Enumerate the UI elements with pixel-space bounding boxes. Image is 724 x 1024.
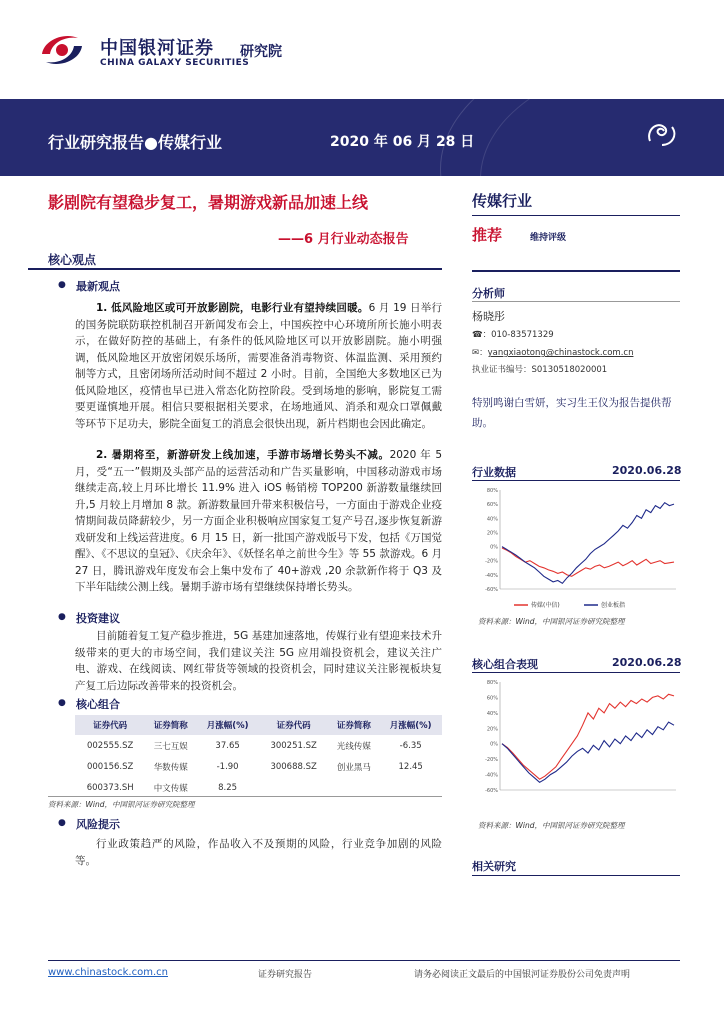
report-date: 2020 年 06 月 28 日 [330,134,475,150]
section-divider [28,268,442,270]
investment-advice-heading: 投资建议 [76,612,120,625]
sidebar-divider [472,215,680,216]
table-header-row [75,715,442,735]
paragraph-2-body: 2020 年 5 月，受“五一”假期及头部产品的运营活动和广告买量影响，中国移动游戏市场继续走高,较上月环比增长 11.9% 进入 iOS 畅销榜 TOP200 新游数量继续回升,5 月较上月增加 8 款。新游数量回升带来积极信号，一方面由于游戏企业疫情期间裁员降薪较少，另一方面企业积极响应国家复工复产号召,逐步恢复新游戏研发和上线运营进度。6 月 15 日，新一批国产游戏版号下发，包括《万国觉醒》、《不思议的皇冠》、《庆余年》、《妖怪名单之前世今生》等 55 款游戏。6 月 27 日，腾讯游戏年度发布会上集中发布了 40+游戏 ,20 余款新作将于 Q3 及下半年陆续公测上线。暑期手游市场有望继续保持增长势头。 [75,449,442,593]
table-divider [48,796,442,797]
portfolio-table [75,715,442,798]
y-tick-label: 60% [486,502,498,509]
band-decoration-2 [480,99,724,176]
bullet-icon: ● [58,698,66,708]
table-row [75,777,442,798]
rating-note: 维持评级 [530,233,567,243]
series-line [502,722,674,782]
portfolio-heading: 核心组合表现 [472,658,538,671]
y-tick-label: -20% [485,757,498,764]
bullet-icon: ● [58,612,66,622]
legend-label: 创业板指 [601,602,626,609]
table-cell [259,777,328,798]
related-research-heading: 相关研究 [472,860,516,873]
y-tick-label: 20% [486,530,498,537]
sidebar-divider [472,672,680,673]
mail-icon: ✉： [472,348,488,358]
y-tick-label: -40% [485,572,498,579]
risk-heading: 风险提示 [76,818,120,831]
table-cell: 002555.SZ [86,740,134,751]
table-cell: 600373.SH [86,782,134,793]
sidebar-divider [472,301,680,302]
y-tick-label: 80% [486,488,498,494]
industry-chart [474,486,680,611]
paragraph-3: 目前随着复工复产稳步推进，5G 基建加速落地，传媒行业有望迎来技术升级带来的更大的市场空间，我们建议关注 5G 应用端投资机会，建议关注广电、游戏、在线阅读、网红带货等领域的投资机会，同时建议关注影视板块复产复工后边际改善带来的投资机会。 [75,630,442,692]
y-tick-label: 0% [490,544,498,551]
chart-source: 资料来源：Wind，中国银河证券研究院整理 [478,821,625,830]
rating-label: 推荐 [472,226,503,244]
y-tick-label: 20% [486,726,498,733]
table-cell [328,777,379,798]
col-header: 证券代码 [259,715,328,735]
series-line [502,694,674,779]
sidebar-divider [472,270,680,272]
table-source: 资料来源：Wind，中国银河证券研究院整理 [48,800,195,809]
table-cell: 300688.SZ [270,761,317,772]
footer-link[interactable]: www.chinastock.com.cn [48,967,168,978]
col-header: 证券简称 [328,715,379,735]
table-cell: 创业黑马 [336,762,371,773]
table-cell: 37.65 [215,740,240,751]
series-line [502,503,674,584]
industry-data-date: 2020.06.28 [612,464,682,477]
analyst-email-row [472,346,633,358]
y-tick-label: 40% [486,710,498,717]
table-cell: 华数传媒 [153,762,188,773]
y-tick-label: -20% [485,558,498,565]
table-cell: -1.90 [216,761,239,772]
footer-disclaimer: 请务必阅读正文最后的中国银河证券股份公司免责声明 [414,970,631,980]
core-view-heading: 核心观点 [48,253,97,267]
y-tick-label: -60% [485,788,498,794]
analyst-phone: ☎：010-83571329 [472,330,554,340]
table-cell: 中文传媒 [153,783,188,794]
analyst-heading: 分析师 [472,287,505,300]
paragraph-1-body: 6 月 19 日举行的国务院联防联控机制召开新闻发布会上，中国疾控中心环境所所长施小明表示，在做好防控的基础上，有条件的低风险地区可以开放影剧院。施小明强调，低风险地区开放密闭娱乐场所，需要准备消毒物资、体温监测、采用预约制等方式，且密闭场所活动时间不超过 2 小时。目前，全国绝大多数地区已为低风险地区，疫情也早已进入常态化防控阶段。受到场地的影响，影院复工需要更谨慎地开展。相信只要根据相关要求，在场地通风、消杀和观众口罩佩戴等环节下足功夫，影院全面复工的消息会很快出现，新片档期也会因此确定。 [75,302,442,430]
report-type: 行业研究报告●传媒行业 [48,133,222,152]
legend-label: 传媒(中信) [531,602,560,609]
table-cell: 12.45 [398,761,423,772]
industry-data-heading: 行业数据 [472,466,516,479]
y-tick-label: 40% [486,516,498,523]
logo-text-cn: 中国银河证券 [100,38,214,59]
y-tick-label: 0% [490,741,498,748]
report-title: 影剧院有望稳步复工，暑期游戏新品加速上线 [48,193,369,212]
table-cell: 三七互娱 [153,741,188,752]
table-cell: 000156.SZ [86,761,134,772]
analyst-name: 杨晓彤 [472,310,505,323]
acknowledgement: 特别鸣谢白雪妍，实习生王仪为报告提供帮助。 [472,397,672,429]
table-row [75,756,442,777]
table-cell: 光线传媒 [336,741,371,752]
table-cell: 300251.SZ [270,740,317,751]
y-tick-label: -60% [485,587,498,593]
latest-view-heading: 最新观点 [76,280,120,293]
paragraph-1 [75,300,442,432]
table-cell: 8.25 [218,782,238,793]
col-header: 月涨幅(%) [196,715,259,735]
institute-label: 研究院 [240,44,282,60]
analyst-license: 执业证书编号：S0130518020001 [472,365,608,375]
analyst-email[interactable]: yangxiaotong@chinastock.com.cn [487,348,634,358]
footer-label: 证券研究报告 [258,970,313,980]
cloud-ornament-icon [642,111,682,151]
series-line [502,548,674,576]
paragraph-4: 行业政策趋严的风险，作品收入不及预期的风险，行业竞争加剧的风险等。 [75,838,442,867]
industry-name: 传媒行业 [472,192,533,210]
table-row [75,735,442,756]
chart-source: 资料来源：Wind，中国银河证券研究院整理 [478,617,625,626]
sidebar-divider [472,875,680,876]
y-tick-label: -40% [485,772,498,779]
bullet-icon: ● [58,280,66,290]
portfolio-date: 2020.06.28 [612,656,682,669]
table-cell: -6.35 [399,740,422,751]
logo-text-en: CHINA GALAXY SECURITIES [100,58,250,68]
report-subtitle: ——6 月行业动态报告 [278,232,409,247]
y-tick-label: 80% [486,680,498,686]
paragraph-2 [75,447,442,596]
core-portfolio-heading: 核心组合 [76,698,120,711]
table-cell [379,777,442,798]
sidebar-divider [472,480,680,481]
paragraph-1-lead: 1. 低风险地区或可开放影剧院，电影行业有望持续回暖。 [96,302,369,314]
paragraph-2-lead: 2. 暑期将至，新游研发上线加速，手游市场增长势头不减。 [96,449,390,461]
footer-divider [48,960,680,961]
col-header: 证券代码 [75,715,145,735]
galaxy-logo-icon [34,28,90,72]
col-header: 月涨幅(%) [379,715,442,735]
portfolio-chart [474,678,680,802]
bullet-icon: ● [58,818,66,828]
col-header: 证券简称 [145,715,196,735]
y-tick-label: 60% [486,695,498,702]
